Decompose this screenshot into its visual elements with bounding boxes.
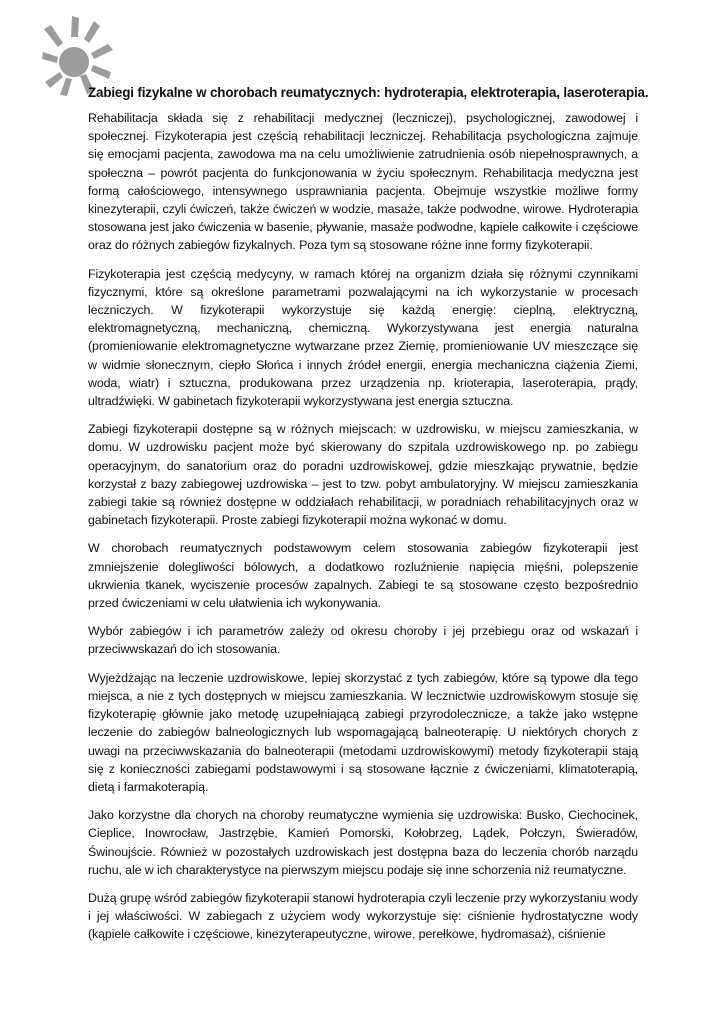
- document-body: [88, 109, 638, 954]
- paragraph: Jako korzystne dla chorych na choroby reumatyczne wymienia się uzdrowiska: Busko, Ciechocinek, Cieplice, Inowrocław, Jastrzębie, Kamień Pomorski, Kołobrzeg, Lądek, Połczyn, Świeradów, Świnoujście. Również w pozostałych uzdrowiskach jest dostępna baza do leczenia chorób narządu ruchu, ale w ich charakterystyce na pierwszym miejscu podaje się inne schorzenia niż reumatyczne.: [88, 808, 638, 877]
- paragraph: Zabiegi fizykoterapii dostępne są w różnych miejscach: w uzdrowisku, w miejscu zamieszkania, w domu. W uzdrowisku pacjent może być skierowany do szpitala uzdrowiskowego np. po zabiegu operacyjnym, do sanatorium oraz do poradni uzdrowiskowej, gdzie mieszkając prywatnie, będzie korzystał z bazy zabiegowej uzdrowiska – jest to tzw. pobyt ambulatoryjny. W miejscu zamieszkania zabiegi takie są również dostępne w oddziałach rehabilitacji, w poradniach rehabilitacyjnych oraz w gabinetach fizykoterapii. Proste zabiegi fizykoterapii można wykonać w domu.: [88, 422, 638, 528]
- paragraph: Rehabilitacja składa się z rehabilitacji medycznej (leczniczej), psychologicznej, zawodowej i społecznej. Fizykoterapia jest częścią rehabilitacji leczniczej. Rehabilitacja psychologiczna zajmuje się emocjami pacjenta, zawodowa ma na celu umożliwienie zatrudnienia osób niepełnosprawnych, a społeczna – powrót pacjenta do funkcjonowania w życiu społecznym. Rehabilitacja medyczna jest formą całościowego, intensywnego usprawniania pacjenta. Obejmuje wszystkie możliwe formy kinezyterapii, czyli ćwiczeń, także ćwiczeń w wodzie, masaże, także podwodne, wirowe. Hydroterapia stosowana jest jako ćwiczenia w basenie, pływanie, masaże podwodne, kąpiele całkowite i częściowe oraz do różnych zabiegów fizykalnych. Poza tym są stosowane różne inne formy fizykoterapii.: [88, 111, 638, 253]
- paragraph: Fizykoterapia jest częścią medycyny, w ramach której na organizm działa się różnymi czynnikami fizycznymi, które są określone parametrami pozwalającymi na ich wykorzystanie w procesach leczniczych. W fizykoterapii wykorzystuje się każdą energię: cieplną, elektryczną, elektromagnetyczną, mechaniczną, chemiczną. Wykorzystywana jest energia naturalna (promieniowanie elektromagnetyczne wytwarzane przez Ziemię, promieniowanie UV mieszczące się w widmie słonecznym, ciepło Słońca i innych źródeł energii, energia mechaniczna ciążenia Ziemi, woda, wiatr) i sztuczna, produkowana przez urządzenia np. krioterapia, laseroterapia, prądy, ultradźwięki. W gabinetach fizykoterapii wykorzystywana jest energia sztuczna.: [88, 266, 638, 409]
- page-title: Zabiegi fizykalne w chorobach reumatycznych: hydroterapia, elektroterapia, laseroterapia.: [88, 85, 649, 100]
- paragraph: W chorobach reumatycznych podstawowym celem stosowania zabiegów fizykoterapii jest zmniejszenie dolegliwości bólowych, a dodatkowo rozluźnienie napięcia mięśni, polepszenie ukrwienia tkanek, wyciszenie procesów zapalnych. Zabiegi te są stosowane często bezpośrednio przed ćwiczeniami w celu ułatwienia ich wykonywania.: [88, 541, 638, 611]
- paragraph: Wybór zabiegów i ich parametrów zależy od okresu choroby i jej przebiegu oraz od wskazań i przeciwwskazań do ich stosowania.: [88, 624, 638, 657]
- paragraph: Dużą grupę wśród zabiegów fizykoterapii stanowi hydroterapia czyli leczenie przy wykorzystaniu wody i jej właściwości. W zabiegach z użyciem wody wykorzystuje się: ciśnienie hydrostatyczne wody (kąpiele całkowite i częściowe, kinezyterapeutyczne, wirowe, perełkowe, hydromasaż), ciśnienie: [88, 890, 638, 942]
- paragraph: Wyjeżdżając na leczenie uzdrowiskowe, lepiej skorzystać z tych zabiegów, które są typowe dla tego miejsca, a nie z tych dostępnych w miejscu zamieszkania. W lecznictwie uzdrowiskowym stosuje się fizykoterapię głównie jako metodę uzupełniającą zabiegi przyrodolecznicze, a także jako wstępne leczenie do zabiegów balneologicznych lub wspomagającą balneoterapię. U niektórych chorych z uwagi na przeciwwskazania do balneoterapii (metodami uzdrowiskowymi) metody fizykoterapii stają się z konieczności zabiegami podstawowymi i są stosowane łącznie z ćwiczeniami, klimatoterapią, dietą i farmakoterapią.: [88, 670, 638, 794]
- sun-logo-icon: [42, 14, 124, 96]
